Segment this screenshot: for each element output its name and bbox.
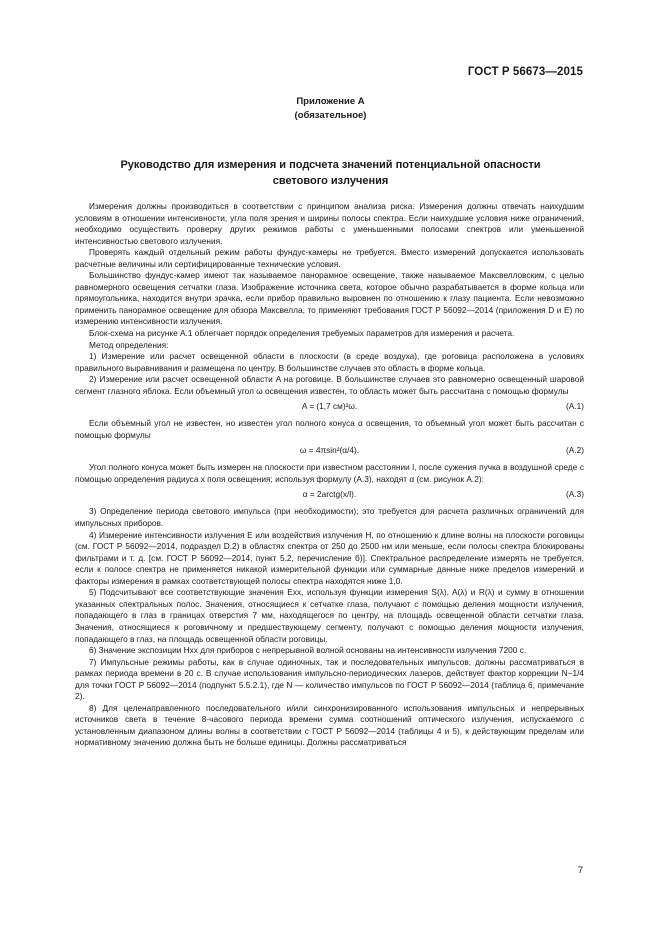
paragraph: Проверять каждый отдельный режим работы фундус-камеры не требуется. Вместо измерений допускается использовать расчетные величины или сертифицированные технические условия. bbox=[75, 247, 584, 269]
appendix-heading bbox=[0, 95, 661, 123]
paragraph: 1) Измерение или расчет освещенной области в плоскости (в среде воздуха), где роговица расположена в условиях правильного выравнивания и размещена по центру. В большинстве случаев это область в форме кольца. bbox=[75, 351, 584, 373]
formula-a2 bbox=[75, 445, 584, 457]
formula-expression: ω = 4πsin²(α/4). bbox=[299, 445, 360, 456]
formula-number: (А.2) bbox=[566, 445, 584, 456]
formula-expression: α = 2arctg(x/l). bbox=[302, 489, 357, 500]
paragraph: 5) Подсчитывают все соответствующие значения Eхх, используя функции измерения S(λ), A(λ) и R(λ) и сумму в отношении указанных спектральных полос. Значения, относящиеся к сетчатке глаза, получают с помощью деления мощности излучения, попадающего в глаз в границах отверстия 7 мм, находящегося по центру, на площадь освещенной области сетчатки глаза. Значения, относящиеся к роговичному и предшествующему сегменту, получают с помощью деления мощности излучения, попадающего в глаз, на площадь освещенной области роговицы. bbox=[75, 587, 584, 644]
title-line-2: светового излучения bbox=[272, 175, 389, 187]
formula-number: (А.1) bbox=[566, 401, 584, 412]
formula-a3 bbox=[75, 489, 584, 501]
paragraph: Измерения должны производиться в соответствии с принципом анализа риска. Измерения должны отвечать наихудшим условиям в отношении интенсивности, угла поля зрения и ширины полосы спектра. Если наихудшие условия ниже ограничений, необходимо осуществить проверку других режимов работы с уменьшенными полосами спектров или уменьшенной интенсивностью светового излучения. bbox=[75, 201, 584, 246]
paragraph: 4) Измерение интенсивности излучения E или воздействия излучения H, по отношению к длине волны на плоскости роговицы (см. ГОСТ Р 56092—2014, подраздел D.2) в областях спектра от 250 до 2500 нм или меньше, если полосы спектра блокированы фильтрами и т. д. [см. ГОСТ Р 56092—2014, пункт 5.2, перечисление б)]. Спектральное распределение измерять не требуется, если к полосе спектра не применяется никакой измерительной функции или суммарные данные ниже пределов измерений и факторы измерения в рамках соответствующей полосы спектра находятся ниже 1,0. bbox=[75, 529, 584, 586]
formula-number: (А.3) bbox=[566, 489, 584, 500]
paragraph: 8) Для целенаправленного последовательного и/или синхронизированного использования импульсных и непрерывных источников света в течение 8-часового периода времени сумма соотношений оптического излучения, испускаемого с установленным диапазоном длины волны в соответствии с ГОСТ Р 56092—2014 (таблицы 4 и 5), к действующим пределам или нормативному значению должна быть не больше единицы. Должны рассматриваться bbox=[75, 702, 584, 748]
paragraph: Угол полного конуса может быть измерен на плоскости при известном расстоянии l, после сужения пучка в воздушной среде с помощью определения радиуса x поля освещения; используя формулу (А.3), находят α (см. рисунок А.2): bbox=[75, 462, 584, 484]
paragraph: Большинство фундус-камер имеют так называемое панорамное освещение, также называемое Максвелловским, с целью равномерного освещения сетчатки глаза. Изображение источника света, которое обычно разрабатывается в форме кольца или прямоугольника, находится внутри зрачка, если прибор правильно выровнен по отношению к глазу пациента. Если невозможно применить панорамное освещение для обзора Максвелла, то применяют требования ГОСТ Р 56092—2014 (приложения D и E) по измерению интенсивности излучения. bbox=[75, 270, 584, 327]
paragraph: 7) Импульсные режимы работы, как в случае одиночных, так и последовательных импульсов, должны рассматриваться в рамках периода времени в 20 с. В случае использования импульсно-периодических лазеров, действует фактор коррекции N−1/4 для точки ГОСТ Р 56092—2014 (подпункт 5.5.2.1), где N — количество импульсов по ГОСТ Р 56092—2014 (таблица 6, примечание 2). bbox=[75, 656, 584, 702]
document-code: ГОСТ Р 56673—2015 bbox=[467, 66, 583, 78]
formula-expression: A = (1,7 см)²ω. bbox=[301, 401, 358, 412]
section-title bbox=[0, 157, 661, 189]
paragraph: 3) Определение периода светового импульса (при необходимости); это требуется для расчета различных ограничений для импульсных приборов. bbox=[75, 506, 584, 529]
page-number: 7 bbox=[577, 865, 583, 875]
paragraph: 2) Измерение или расчет освещенной области A на роговице. В большинстве случаев это равномерно освещенный шаровой сегмент глазного яблока. Если объемный угол ω освещения известен, то область может быть рассчитана с помощью формулы bbox=[75, 374, 584, 396]
title-line-1: Руководство для измерения и подсчета значений потенциальной опасности bbox=[120, 159, 541, 171]
formula-a1 bbox=[75, 401, 584, 413]
body-text bbox=[75, 201, 584, 749]
paragraph: Если объемный угол не известен, но известен угол полного конуса α освещения, то объемный угол может быть рассчитан с помощью формулы bbox=[75, 418, 584, 440]
paragraph: Блок-схема на рисунке А.1 облегчает порядок определения требуемых параметров для измерения и расчета. bbox=[89, 328, 515, 339]
appendix-status: (обязательное) bbox=[294, 110, 367, 121]
paragraph: Метод определения: bbox=[89, 339, 169, 350]
paragraph: 6) Значение экспозиции Hхх для приборов с непрерывной волной основаны на интенсивности излучения 7200 с. bbox=[89, 645, 527, 656]
appendix-label: Приложение А bbox=[296, 96, 365, 107]
